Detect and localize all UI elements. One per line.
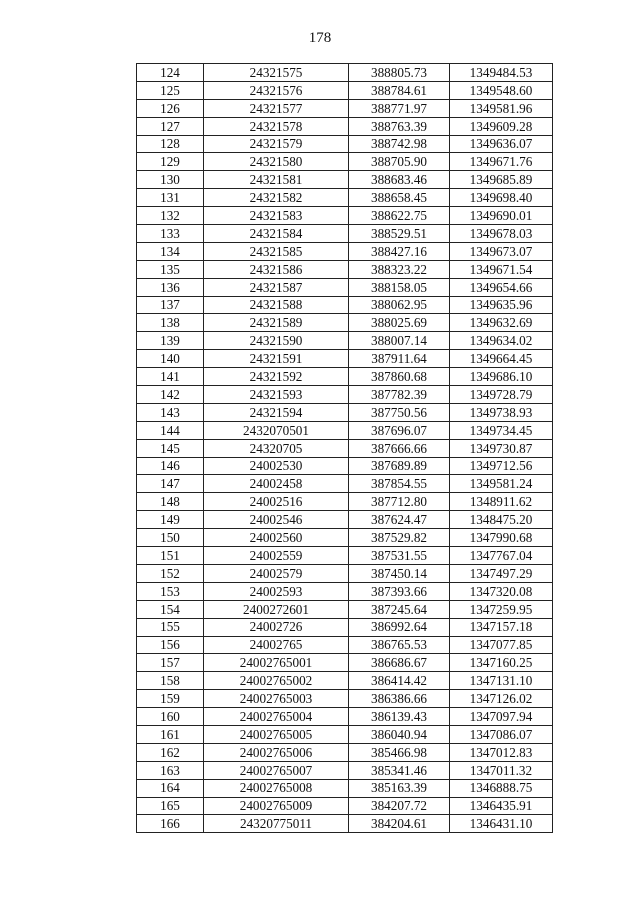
point-code-cell: 24321579 (204, 135, 349, 153)
row-number-cell: 162 (137, 743, 204, 761)
coordinates-table-body (137, 64, 553, 833)
table-row (137, 350, 553, 368)
row-number-cell: 160 (137, 708, 204, 726)
row-number-cell: 129 (137, 153, 204, 171)
x-coordinate-cell: 387393.66 (349, 582, 450, 600)
point-code-cell: 24002560 (204, 529, 349, 547)
y-coordinate-cell: 1349698.40 (450, 189, 553, 207)
point-code-cell: 24321581 (204, 171, 349, 189)
table-row (137, 207, 553, 225)
y-coordinate-cell: 1349636.07 (450, 135, 553, 153)
table-row (137, 403, 553, 421)
y-coordinate-cell: 1347086.07 (450, 725, 553, 743)
y-coordinate-cell: 1346431.10 (450, 815, 553, 833)
row-number-cell: 152 (137, 564, 204, 582)
table-row (137, 564, 553, 582)
y-coordinate-cell: 1349632.69 (450, 314, 553, 332)
x-coordinate-cell: 386414.42 (349, 672, 450, 690)
point-code-cell: 24321577 (204, 99, 349, 117)
point-code-cell: 24002765009 (204, 797, 349, 815)
table-row (137, 743, 553, 761)
y-coordinate-cell: 1347259.95 (450, 600, 553, 618)
y-coordinate-cell: 1347077.85 (450, 636, 553, 654)
y-coordinate-cell: 1349734.45 (450, 421, 553, 439)
row-number-cell: 161 (137, 725, 204, 743)
x-coordinate-cell: 387450.14 (349, 564, 450, 582)
point-code-cell: 24002593 (204, 582, 349, 600)
x-coordinate-cell: 388622.75 (349, 207, 450, 225)
point-code-cell: 24321575 (204, 64, 349, 82)
table-row (137, 493, 553, 511)
point-code-cell: 2432070501 (204, 421, 349, 439)
point-code-cell: 2400272601 (204, 600, 349, 618)
row-number-cell: 148 (137, 493, 204, 511)
x-coordinate-cell: 388658.45 (349, 189, 450, 207)
point-code-cell: 24321587 (204, 278, 349, 296)
table-row (137, 332, 553, 350)
table-row (137, 314, 553, 332)
table-row (137, 81, 553, 99)
point-code-cell: 24321583 (204, 207, 349, 225)
point-code-cell: 24002765006 (204, 743, 349, 761)
point-code-cell: 24321578 (204, 117, 349, 135)
row-number-cell: 127 (137, 117, 204, 135)
point-code-cell: 24320775011 (204, 815, 349, 833)
row-number-cell: 164 (137, 779, 204, 797)
point-code-cell: 24002458 (204, 475, 349, 493)
table-row (137, 171, 553, 189)
x-coordinate-cell: 388771.97 (349, 99, 450, 117)
row-number-cell: 165 (137, 797, 204, 815)
row-number-cell: 144 (137, 421, 204, 439)
x-coordinate-cell: 388683.46 (349, 171, 450, 189)
table-row (137, 511, 553, 529)
table-row (137, 99, 553, 117)
table-row (137, 117, 553, 135)
x-coordinate-cell: 387689.89 (349, 457, 450, 475)
point-code-cell: 24002546 (204, 511, 349, 529)
point-code-cell: 24321576 (204, 81, 349, 99)
table-row (137, 421, 553, 439)
x-coordinate-cell: 387860.68 (349, 368, 450, 386)
x-coordinate-cell: 388323.22 (349, 260, 450, 278)
point-code-cell: 24321588 (204, 296, 349, 314)
point-code-cell: 24321591 (204, 350, 349, 368)
x-coordinate-cell: 388529.51 (349, 225, 450, 243)
x-coordinate-cell: 387911.64 (349, 350, 450, 368)
x-coordinate-cell: 387531.55 (349, 547, 450, 565)
y-coordinate-cell: 1349654.66 (450, 278, 553, 296)
table-row (137, 64, 553, 82)
x-coordinate-cell: 386386.66 (349, 690, 450, 708)
y-coordinate-cell: 1349484.53 (450, 64, 553, 82)
x-coordinate-cell: 387666.66 (349, 439, 450, 457)
x-coordinate-cell: 387854.55 (349, 475, 450, 493)
row-number-cell: 153 (137, 582, 204, 600)
x-coordinate-cell: 388062.95 (349, 296, 450, 314)
row-number-cell: 156 (137, 636, 204, 654)
y-coordinate-cell: 1349664.45 (450, 350, 553, 368)
row-number-cell: 150 (137, 529, 204, 547)
y-coordinate-cell: 1349690.01 (450, 207, 553, 225)
row-number-cell: 134 (137, 242, 204, 260)
table-row (137, 815, 553, 833)
x-coordinate-cell: 388007.14 (349, 332, 450, 350)
y-coordinate-cell: 1348911.62 (450, 493, 553, 511)
x-coordinate-cell: 386765.53 (349, 636, 450, 654)
point-code-cell: 24321580 (204, 153, 349, 171)
table-row (137, 708, 553, 726)
row-number-cell: 151 (137, 547, 204, 565)
x-coordinate-cell: 388158.05 (349, 278, 450, 296)
row-number-cell: 139 (137, 332, 204, 350)
point-code-cell: 24321590 (204, 332, 349, 350)
x-coordinate-cell: 386139.43 (349, 708, 450, 726)
table-row (137, 690, 553, 708)
x-coordinate-cell: 385163.39 (349, 779, 450, 797)
point-code-cell: 24002765 (204, 636, 349, 654)
row-number-cell: 135 (137, 260, 204, 278)
row-number-cell: 142 (137, 386, 204, 404)
point-code-cell: 24321586 (204, 260, 349, 278)
x-coordinate-cell: 388763.39 (349, 117, 450, 135)
x-coordinate-cell: 388805.73 (349, 64, 450, 82)
point-code-cell: 24321582 (204, 189, 349, 207)
row-number-cell: 140 (137, 350, 204, 368)
x-coordinate-cell: 387782.39 (349, 386, 450, 404)
row-number-cell: 166 (137, 815, 204, 833)
x-coordinate-cell: 384207.72 (349, 797, 450, 815)
x-coordinate-cell: 384204.61 (349, 815, 450, 833)
y-coordinate-cell: 1349673.07 (450, 242, 553, 260)
x-coordinate-cell: 387624.47 (349, 511, 450, 529)
row-number-cell: 124 (137, 64, 204, 82)
row-number-cell: 141 (137, 368, 204, 386)
point-code-cell: 24321589 (204, 314, 349, 332)
row-number-cell: 131 (137, 189, 204, 207)
point-code-cell: 24002765001 (204, 654, 349, 672)
row-number-cell: 138 (137, 314, 204, 332)
point-code-cell: 24321592 (204, 368, 349, 386)
x-coordinate-cell: 388427.16 (349, 242, 450, 260)
row-number-cell: 132 (137, 207, 204, 225)
table-row (137, 189, 553, 207)
table-row (137, 296, 553, 314)
table-row (137, 386, 553, 404)
x-coordinate-cell: 386992.64 (349, 618, 450, 636)
page-number: 178 (308, 30, 332, 46)
row-number-cell: 125 (137, 81, 204, 99)
row-number-cell: 147 (137, 475, 204, 493)
table-row (137, 529, 553, 547)
x-coordinate-cell: 388784.61 (349, 81, 450, 99)
point-code-cell: 24002765002 (204, 672, 349, 690)
row-number-cell: 155 (137, 618, 204, 636)
y-coordinate-cell: 1349581.24 (450, 475, 553, 493)
y-coordinate-cell: 1349671.76 (450, 153, 553, 171)
row-number-cell: 158 (137, 672, 204, 690)
y-coordinate-cell: 1349678.03 (450, 225, 553, 243)
table-row (137, 779, 553, 797)
x-coordinate-cell: 387750.56 (349, 403, 450, 421)
y-coordinate-cell: 1347131.10 (450, 672, 553, 690)
table-row (137, 636, 553, 654)
row-number-cell: 149 (137, 511, 204, 529)
x-coordinate-cell: 388025.69 (349, 314, 450, 332)
point-code-cell: 24002765007 (204, 761, 349, 779)
table-row (137, 225, 553, 243)
x-coordinate-cell: 387712.80 (349, 493, 450, 511)
table-row (137, 457, 553, 475)
y-coordinate-cell: 1349685.89 (450, 171, 553, 189)
x-coordinate-cell: 386686.67 (349, 654, 450, 672)
y-coordinate-cell: 1349686.10 (450, 368, 553, 386)
row-number-cell: 163 (137, 761, 204, 779)
row-number-cell: 126 (137, 99, 204, 117)
y-coordinate-cell: 1349738.93 (450, 403, 553, 421)
table-row (137, 260, 553, 278)
y-coordinate-cell: 1349730.87 (450, 439, 553, 457)
point-code-cell: 24002516 (204, 493, 349, 511)
y-coordinate-cell: 1347157.18 (450, 618, 553, 636)
x-coordinate-cell: 385341.46 (349, 761, 450, 779)
row-number-cell: 159 (137, 690, 204, 708)
row-number-cell: 154 (137, 600, 204, 618)
table-row (137, 278, 553, 296)
y-coordinate-cell: 1349635.96 (450, 296, 553, 314)
table-row (137, 547, 553, 565)
table-row (137, 475, 553, 493)
point-code-cell: 24321593 (204, 386, 349, 404)
y-coordinate-cell: 1349712.56 (450, 457, 553, 475)
coordinates-table (136, 63, 553, 833)
y-coordinate-cell: 1347497.29 (450, 564, 553, 582)
point-code-cell: 24002765004 (204, 708, 349, 726)
table-row (137, 654, 553, 672)
row-number-cell: 145 (137, 439, 204, 457)
x-coordinate-cell: 388742.98 (349, 135, 450, 153)
y-coordinate-cell: 1347767.04 (450, 547, 553, 565)
y-coordinate-cell: 1347012.83 (450, 743, 553, 761)
y-coordinate-cell: 1348475.20 (450, 511, 553, 529)
table-row (137, 242, 553, 260)
table-row (137, 672, 553, 690)
table-row (137, 153, 553, 171)
point-code-cell: 24002765008 (204, 779, 349, 797)
y-coordinate-cell: 1349548.60 (450, 81, 553, 99)
x-coordinate-cell: 388705.90 (349, 153, 450, 171)
table-row (137, 725, 553, 743)
y-coordinate-cell: 1349728.79 (450, 386, 553, 404)
point-code-cell: 24002726 (204, 618, 349, 636)
point-code-cell: 24321584 (204, 225, 349, 243)
y-coordinate-cell: 1346435.91 (450, 797, 553, 815)
y-coordinate-cell: 1347011.32 (450, 761, 553, 779)
x-coordinate-cell: 385466.98 (349, 743, 450, 761)
row-number-cell: 157 (137, 654, 204, 672)
table-row (137, 761, 553, 779)
point-code-cell: 24320705 (204, 439, 349, 457)
y-coordinate-cell: 1347320.08 (450, 582, 553, 600)
table-row (137, 368, 553, 386)
table-row (137, 135, 553, 153)
row-number-cell: 136 (137, 278, 204, 296)
x-coordinate-cell: 387529.82 (349, 529, 450, 547)
y-coordinate-cell: 1347990.68 (450, 529, 553, 547)
point-code-cell: 24002530 (204, 457, 349, 475)
point-code-cell: 24002765005 (204, 725, 349, 743)
table-row (137, 582, 553, 600)
y-coordinate-cell: 1349609.28 (450, 117, 553, 135)
point-code-cell: 24002559 (204, 547, 349, 565)
y-coordinate-cell: 1349671.54 (450, 260, 553, 278)
point-code-cell: 24002579 (204, 564, 349, 582)
row-number-cell: 137 (137, 296, 204, 314)
row-number-cell: 133 (137, 225, 204, 243)
table-row (137, 439, 553, 457)
x-coordinate-cell: 386040.94 (349, 725, 450, 743)
y-coordinate-cell: 1346888.75 (450, 779, 553, 797)
row-number-cell: 128 (137, 135, 204, 153)
table-row (137, 600, 553, 618)
y-coordinate-cell: 1349634.02 (450, 332, 553, 350)
x-coordinate-cell: 387245.64 (349, 600, 450, 618)
y-coordinate-cell: 1347097.94 (450, 708, 553, 726)
y-coordinate-cell: 1347160.25 (450, 654, 553, 672)
x-coordinate-cell: 387696.07 (349, 421, 450, 439)
point-code-cell: 24321594 (204, 403, 349, 421)
point-code-cell: 24002765003 (204, 690, 349, 708)
table-row (137, 797, 553, 815)
table-row (137, 618, 553, 636)
row-number-cell: 143 (137, 403, 204, 421)
y-coordinate-cell: 1347126.02 (450, 690, 553, 708)
row-number-cell: 146 (137, 457, 204, 475)
row-number-cell: 130 (137, 171, 204, 189)
y-coordinate-cell: 1349581.96 (450, 99, 553, 117)
point-code-cell: 24321585 (204, 242, 349, 260)
